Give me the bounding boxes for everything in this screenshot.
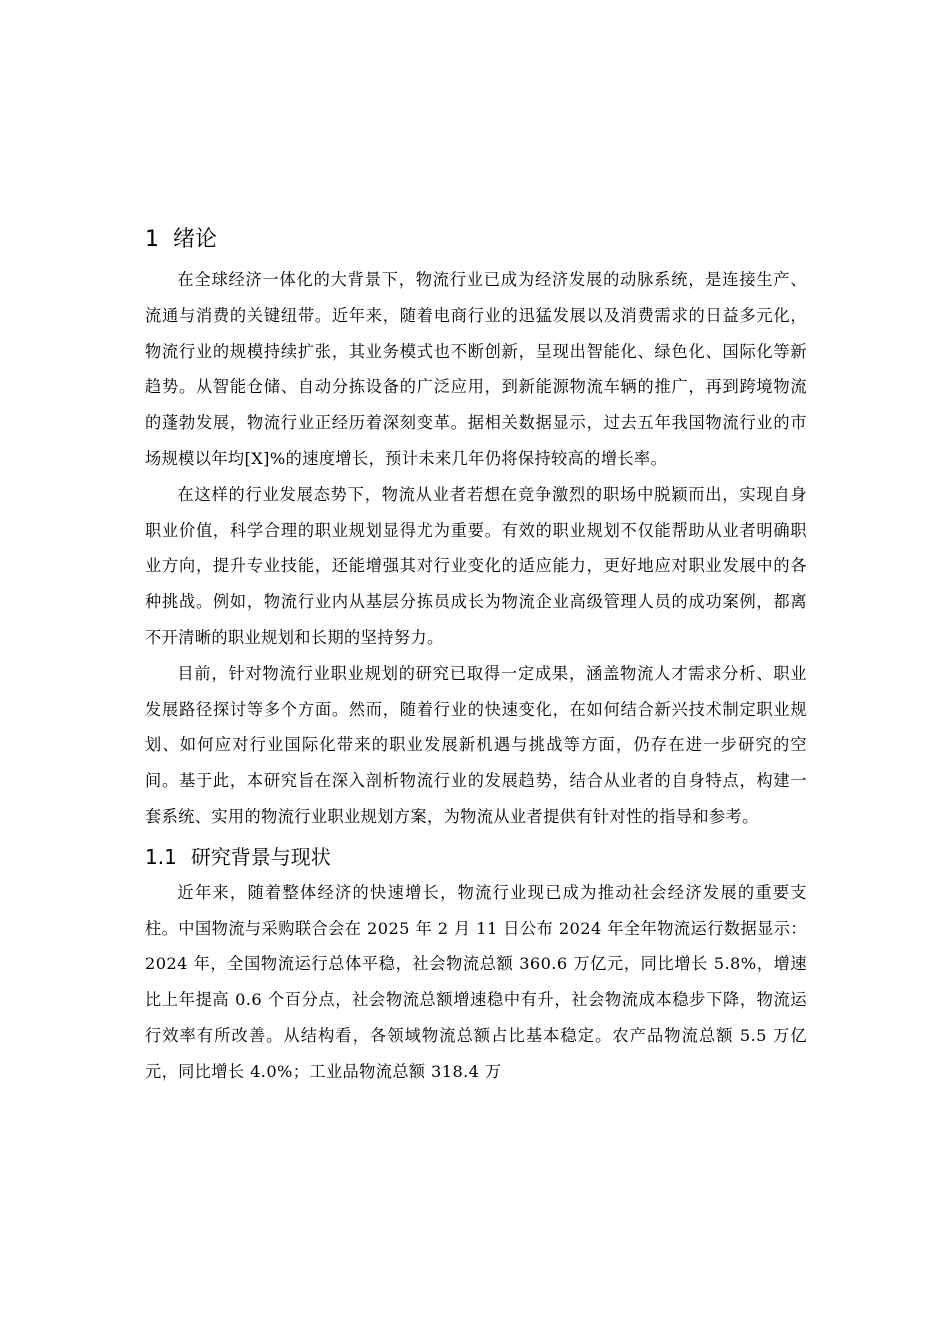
paragraph-background: 近年来，随着整体经济的快速增长，物流行业现已成为推动社会经济发展的重要支柱。中国物流与采购联合会在 2025 年 2 月 11 日公布 2024 年全年物流运行数据显示：2024 年，全国物流运行总体平稳，社会物流总额 360.6 万亿元，同比增长 5.8%，增速比上年提高 0.6 个百分点，社会物流总额增速稳中有升，社会物流成本稳步下降，物流运行效率有所改善。从结构看，各领域物流总额占比基本稳定。农产品物流总额 5.5 万亿元，同比增长 4.0%；工业品物流总额 318.4 万 bbox=[145, 882, 807, 1081]
subsection-number: 1.1 bbox=[145, 844, 177, 869]
section-heading-1-1 bbox=[145, 839, 807, 875]
paragraph-intro-3: 目前，针对物流行业职业规划的研究已取得一定成果，涵盖物流人才需求分析、职业发展路径探讨等多个方面。然而，随着行业的快速变化，在如何结合新兴技术制定职业规划、如何应对行业国际化带来的职业发展新机遇与挑战等方面，仍存在进一步研究的空间。基于此，本研究旨在深入剖析物流行业的发展趋势，结合从业者的自身特点，构建一套系统、实用的物流行业职业规划方案，为物流从业者提供有针对性的指导和参考。 bbox=[145, 663, 807, 826]
section-title: 绪论 bbox=[173, 227, 218, 252]
paragraph-intro-1: 在全球经济一体化的大背景下，物流行业已成为经济发展的动脉系统，是连接生产、流通与消费的关键纽带。近年来，随着电商行业的迅猛发展以及消费需求的日益多元化，物流行业的规模持续扩张，其业务模式也不断创新，呈现出智能化、绿色化、国际化等新趋势。从智能仓储、自动分拣设备的广泛应用，到新能源物流车辆的推广，再到跨境物流的蓬勃发展，物流行业正经历着深刻变革。据相关数据显示，过去五年我国物流行业的市场规模以年均[X]%的速度增长，预计未来几年仍将保持较高的增长率。 bbox=[145, 270, 807, 468]
subsection-title: 研究背景与现状 bbox=[190, 844, 331, 869]
document-body bbox=[145, 222, 807, 1090]
paragraph-intro-2: 在这样的行业发展态势下，物流从业者若想在竞争激烈的职场中脱颖而出，实现自身职业价值，科学合理的职业规划显得尤为重要。有效的职业规划不仅能帮助从业者明确职业方向，提升专业技能，还能增强其对行业变化的适应能力，更好地应对职业发展中的各种挑战。例如，物流行业内从基层分拣员成长为物流企业高级管理人员的成功案例，都离不开清晰的职业规划和长期的坚持努力。 bbox=[145, 484, 807, 647]
section-number: 1 bbox=[145, 227, 159, 252]
section-heading-1 bbox=[145, 222, 807, 258]
